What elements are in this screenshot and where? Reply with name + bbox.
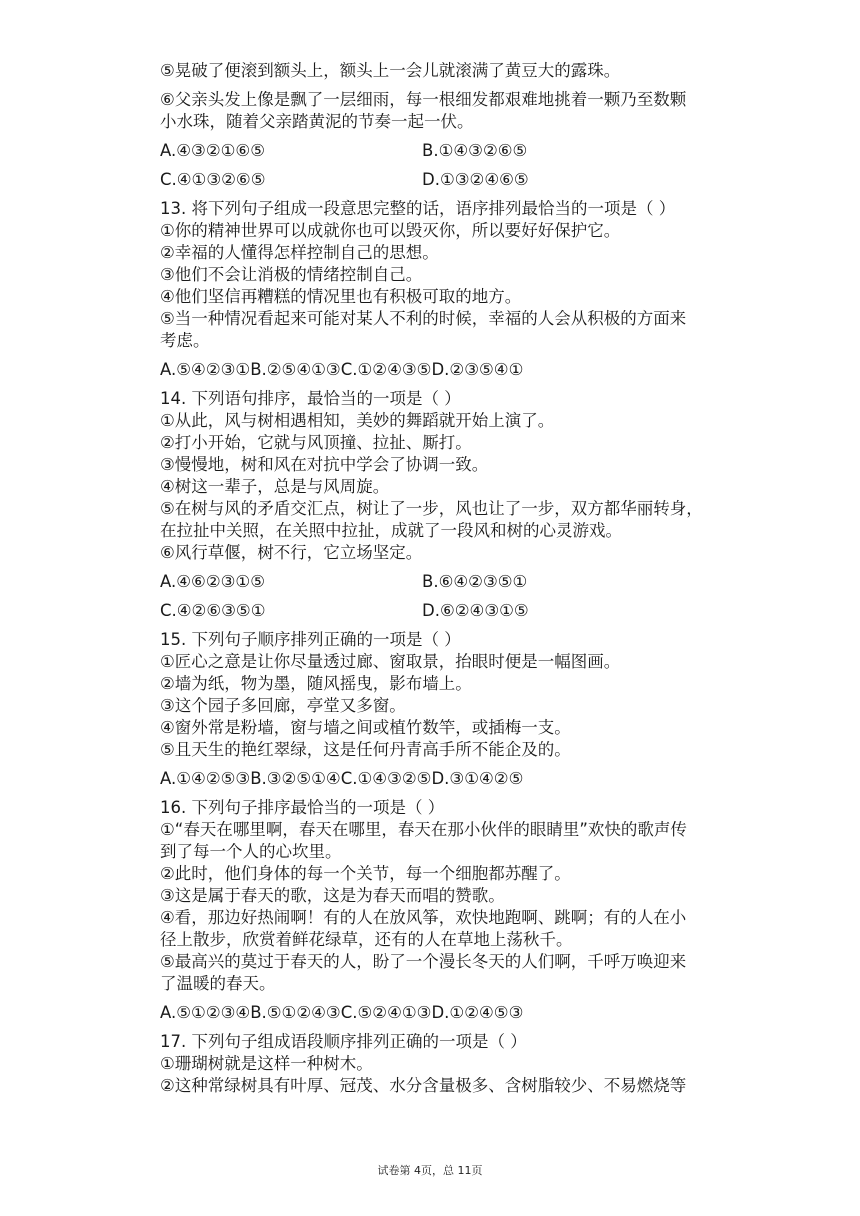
- sentence-1: ①“春天在哪里啊，春天在哪里，春天在那小伙伴的眼睛里”欢快的歌声传: [160, 820, 687, 839]
- sentence-5: ⑤晃破了便滚到额头上，额头上一会儿就滚满了黄豆大的露珠。: [160, 61, 621, 80]
- sentence-2: ②此时，他们身体的每一个关节，每一个细胞都苏醒了。: [160, 864, 571, 883]
- sentence-1: ①从此，风与树相遇相知，美妙的舞蹈就开始上演了。: [160, 411, 555, 430]
- option-b[interactable]: B.⑥④②③⑤①: [422, 572, 528, 591]
- sentence-4: ④窗外常是粉墙，窗与墙之间或植竹数竿，或插梅一支。: [160, 718, 571, 737]
- question-13: [160, 198, 730, 381]
- sentence-3: ③这个园子多回廊，亭堂又多窗。: [160, 696, 406, 715]
- sentence-6-cont: 小水珠，随着父亲踏黄泥的节奏一起一伏。: [160, 112, 474, 131]
- sentence-1: ①珊瑚树就是这样一种树木。: [160, 1054, 373, 1073]
- sentence-1: ①匠心之意是让你尽量透过廊、窗取景，抬眼时便是一幅图画。: [160, 652, 621, 671]
- question-15: [160, 629, 730, 790]
- sentence-2: ②这种常绿树具有叶厚、冠茂、水分含量极多、含树脂较少、不易燃烧等: [160, 1076, 687, 1095]
- sentence-4: ④看，那边好热闹啊！有的人在放风筝，欢快地跑啊、跳啊；有的人在小: [160, 908, 687, 927]
- sentence-5: ⑤当一种情况看起来可能对某人不利的时候，幸福的人会从积极的方面来: [160, 309, 687, 328]
- sentence-1-cont: 到了每一个人的心坎里。: [160, 842, 342, 861]
- sentence-6: ⑥风行草偃，树不行，它立场坚定。: [160, 543, 423, 562]
- sentence-5: ⑤且天生的艳红翠绿，这是任何丹青高手所不能企及的。: [160, 740, 571, 759]
- question-stem: 15. 下列句子顺序排列正确的一项是（ ）: [160, 630, 461, 649]
- sentence-3: ③慢慢地，树和风在对抗中学会了协调一致。: [160, 455, 489, 474]
- options-row: [160, 600, 730, 622]
- sentence-2: ②墙为纸，物为墨，随风摇曳，影布墙上。: [160, 674, 472, 693]
- question-stem: 13. 将下列句子组成一段意思完整的话，语序排列最恰当的一项是（ ）: [160, 199, 676, 218]
- exam-page-content: [160, 60, 730, 1097]
- question-stem: 16. 下列句子排序最恰当的一项是（ ）: [160, 798, 445, 817]
- options-row[interactable]: A.①④②⑤③B.③②⑤①④C.①④③②⑤D.③①④②⑤: [160, 769, 524, 788]
- sentence-6: ⑥父亲头发上像是飘了一层细雨，每一根细发都艰难地挑着一颗乃至数颗: [160, 90, 687, 109]
- sentence-4: ④树这一辈子，总是与风周旋。: [160, 477, 390, 496]
- page-footer: 试卷第 4页，总 11页: [377, 1164, 483, 1177]
- option-c[interactable]: C.④①③②⑥⑤: [160, 170, 266, 189]
- sentence-5-cont: 考虑。: [160, 331, 210, 350]
- question-17: [160, 1031, 730, 1097]
- option-a[interactable]: A.④③②①⑥⑤: [160, 141, 265, 160]
- option-c[interactable]: C.④②⑥③⑤①: [160, 601, 266, 620]
- option-b[interactable]: B.①④③②⑥⑤: [422, 141, 528, 160]
- question-14: [160, 388, 730, 622]
- sentence-1: ①你的精神世界可以成就你也可以毁灭你，所以要好好保护它。: [160, 221, 621, 240]
- option-a[interactable]: A.④⑥②③①⑤: [160, 572, 265, 591]
- question-stem: 17. 下列句子组成语段顺序排列正确的一项是（ ）: [160, 1032, 527, 1051]
- options-row[interactable]: A.⑤①②③④B.⑤①②④③C.⑤②④①③D.①②④⑤③: [160, 1003, 524, 1022]
- question-stem: 14. 下列语句排序，最恰当的一项是（ ）: [160, 389, 461, 408]
- sentence-2: ②打小开始，它就与风顶撞、拉扯、厮打。: [160, 433, 472, 452]
- option-d[interactable]: D.⑥②④③①⑤: [422, 601, 529, 620]
- options-row: [160, 140, 730, 162]
- question-16: [160, 797, 730, 1024]
- sentence-3: ③他们不会让消极的情绪控制自己。: [160, 265, 423, 284]
- question-12-continued: [160, 60, 730, 191]
- options-row[interactable]: A.⑤④②③①B.②⑤④①③C.①②④③⑤D.②③⑤④①: [160, 360, 524, 379]
- sentence-5: ⑤在树与风的矛盾交汇点，树让了一步，风也让了一步，双方都华丽转身，: [160, 499, 703, 518]
- sentence-4: ④他们坚信再糟糕的情况里也有积极可取的地方。: [160, 287, 522, 306]
- sentence-5-cont: 了温暖的春天。: [160, 974, 276, 993]
- option-d[interactable]: D.①③②④⑥⑤: [422, 170, 529, 189]
- sentence-4-cont: 径上散步，欣赏着鲜花绿草，还有的人在草地上荡秋千。: [160, 930, 573, 949]
- options-row: [160, 571, 730, 593]
- sentence-5-cont: 在拉扯中关照，在关照中拉扯，成就了一段风和树的心灵游戏。: [160, 521, 622, 540]
- sentence-2: ②幸福的人懂得怎样控制自己的思想。: [160, 243, 439, 262]
- options-row: [160, 169, 730, 191]
- sentence-3: ③这是属于春天的歌，这是为春天而唱的赞歌。: [160, 886, 505, 905]
- sentence-5: ⑤最高兴的莫过于春天的人，盼了一个漫长冬天的人们啊，千呼万唤迎来: [160, 952, 687, 971]
